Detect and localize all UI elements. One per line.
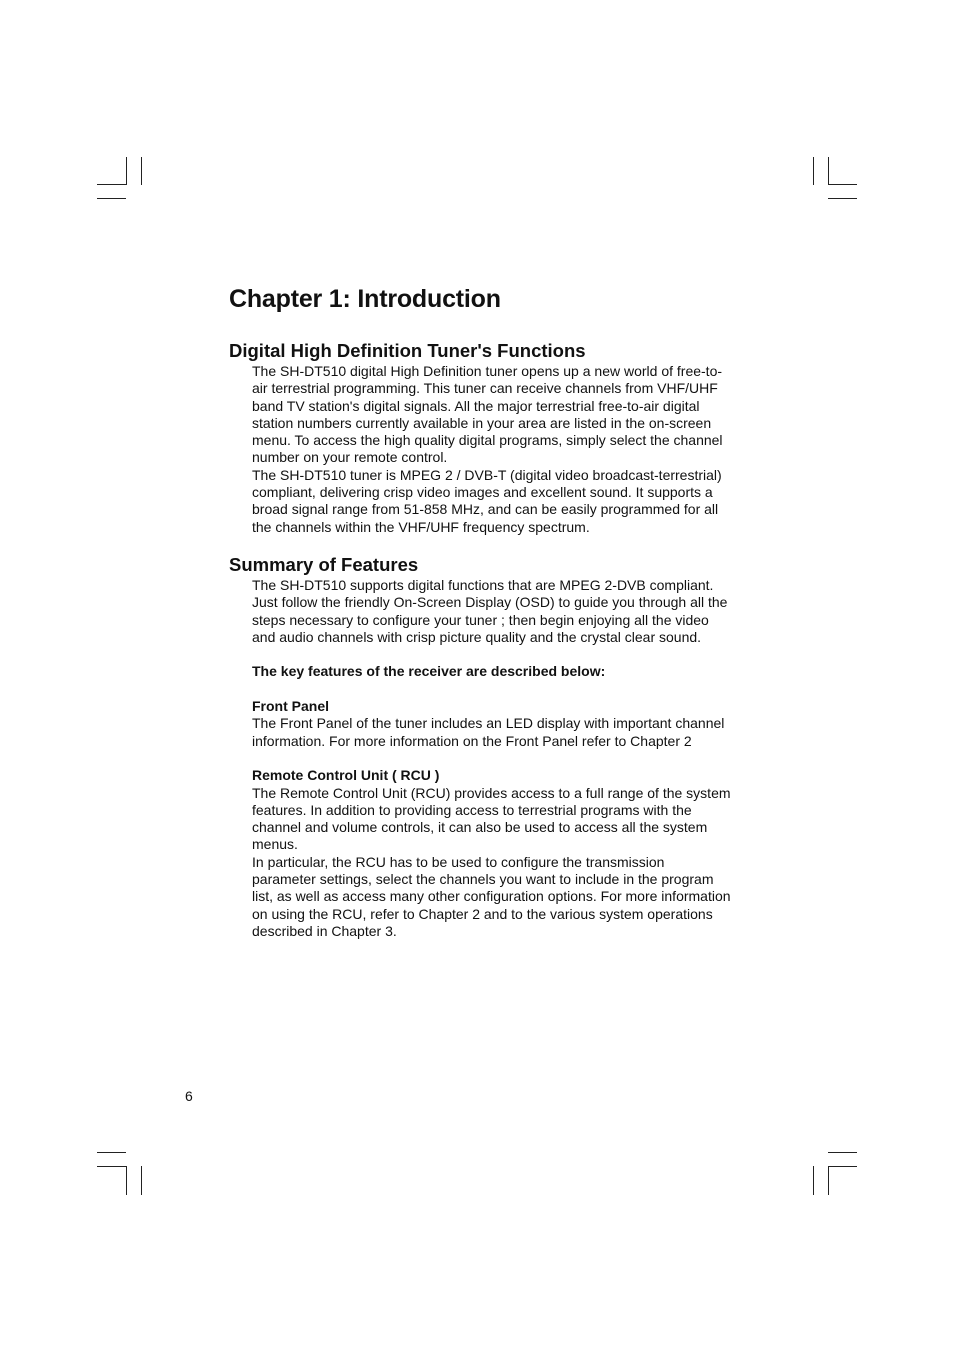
- paragraph: In particular, the RCU has to be used to configure the transmission parameter settings, select the channels you want to include in the program list, as well as access many other configuration options. For more information on using the RCU, refer to Chapter 2 and to the various system operations described in Chapter 3.: [252, 853, 731, 939]
- section-body-tuner-functions: [252, 363, 732, 536]
- crop-mark-top-right-v2: [828, 157, 829, 185]
- section-heading-tuner-functions: Digital High Definition Tuner's Functions: [229, 340, 586, 361]
- crop-mark-top-right-h2: [828, 198, 857, 199]
- crop-mark-bottom-right-h2: [828, 1166, 857, 1167]
- crop-mark-top-left-h1: [97, 184, 126, 185]
- page-number: 6: [185, 1088, 193, 1104]
- crop-mark-bottom-right-v1: [813, 1166, 814, 1195]
- crop-mark-bottom-right-v2: [828, 1166, 829, 1195]
- feature-title-front-panel: Front Panel: [252, 698, 330, 715]
- paragraph: The SH-DT510 tuner is MPEG 2 / DVB-T (digital video broadcast-terrestrial) compliant, delivering crisp video images and excellent sound. It supports a broad signal range from 51-858 MHz, and can be easily programmed for all the channels within the VHF/UHF frequency spectrum.: [252, 466, 722, 535]
- crop-mark-top-left-v1: [126, 157, 127, 185]
- section-tuner-functions: [229, 340, 729, 536]
- crop-mark-bottom-left-v1: [126, 1166, 127, 1195]
- section-summary-of-features: [229, 554, 729, 940]
- chapter-title: Chapter 1: Introduction: [229, 285, 501, 313]
- crop-mark-top-left-h2: [97, 198, 126, 199]
- key-features-label: The key features of the receiver are described below:: [252, 663, 606, 680]
- crop-mark-top-right-v1: [813, 157, 814, 185]
- section-body-summary-of-features: [252, 577, 732, 940]
- crop-mark-top-right-h1: [828, 184, 857, 185]
- crop-mark-bottom-right-h1: [828, 1152, 857, 1153]
- crop-mark-bottom-left-v2: [141, 1166, 142, 1195]
- paragraph: The Remote Control Unit (RCU) provides access to a full range of the system features. In addition to providing access to terrestrial programs with the channel and volume controls, it can also be used to access all the system menus.: [252, 784, 731, 853]
- paragraph: The SH-DT510 digital High Definition tuner opens up a new world of free-to-air terrestrial programming. This tuner can receive channels from VHF/UHF band TV station's digital signals. All the major terrestrial free-to-air digital station numbers currently available in your area are listed in the on-screen menu. To access the high quality digital programs, simply select the channel number on your remote control.: [252, 363, 723, 466]
- paragraph: The Front Panel of the tuner includes an LED display with important channel information. For more information on the Front Panel refer to Chapter 2: [252, 715, 725, 749]
- crop-mark-bottom-left-h1: [97, 1152, 126, 1153]
- crop-mark-top-left-v2: [141, 157, 142, 185]
- crop-mark-bottom-left-h2: [97, 1166, 126, 1167]
- feature-title-remote-control: Remote Control Unit ( RCU ): [252, 767, 440, 784]
- paragraph: The SH-DT510 supports digital functions that are MPEG 2-DVB compliant. Just follow the friendly On-Screen Display (OSD) to guide you through all the steps necessary to configure your tuner ; then begin enjoying all the video and audio channels with crisp picture quality and the crystal clear sound.: [252, 577, 728, 645]
- section-heading-summary-of-features: Summary of Features: [229, 554, 419, 575]
